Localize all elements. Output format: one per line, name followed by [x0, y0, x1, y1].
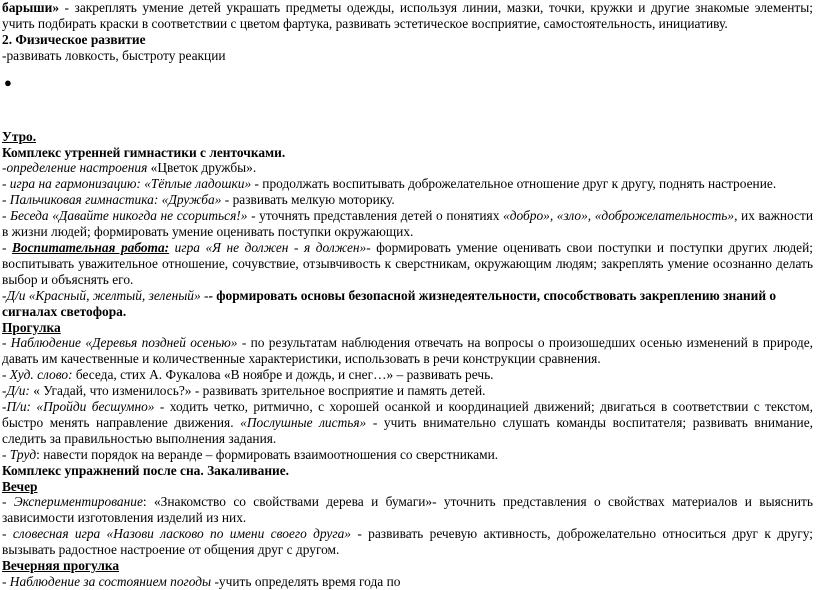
finger-line: - Пальчиковая гимнастика: «Дружба» - развивать мелкую моторику.	[2, 192, 395, 208]
work-line: - Труд: навести порядок на веранде – формировать взаимоотношения со сверстниками.	[2, 446, 499, 462]
apron-text: - закреплять умение детей украшать предметы одежды, используя линии, мазки, точки, кружки и другие знакомые элементы; учить подбирать краски в соответствии с цветом фартука, развивать эстетическое восприятие, самостоятельность, инициативу.	[2, 0, 813, 31]
bullet-icon: ●	[4, 74, 12, 90]
observation-paragraph: - Наблюдение «Деревья поздней осенью» - по результатам наблюдения отвечать на вопросы о произошедших осенью изменений в природе, давать им качественные и количественные характеристики, использовать в речи конструкции сравнения.	[2, 335, 813, 367]
word-game-paragraph: - словесная игра «Назови ласково по имени своего друга» - развивать речевую активность, доброжелательно относиться друг к другу; вызывать радостное настроение от общения друг с другом.	[2, 526, 814, 558]
physical-text: -развивать ловкость, быстроту реакции	[2, 47, 226, 63]
apron-title: барыши»	[2, 0, 60, 15]
heading-walk: Прогулка	[2, 319, 61, 335]
heading-evening: Вечер	[2, 478, 38, 494]
education-label: Воспитательная работа:	[11, 239, 170, 255]
talk-paragraph: - Беседа «Давайте никогда не ссориться!» - уточнять представления детей о понятиях «добро», «зло», «доброжелательность», их важности в жизни людей; формировать умение оценивать поступки окружающих.	[2, 208, 813, 240]
spacer	[2, 112, 813, 129]
did-game-line: -Д/и: « Угадай, что изменилось?» - развивать зрительное восприятие и память детей.	[2, 383, 486, 399]
heading-evening-walk: Вечерняя прогулка	[2, 558, 120, 574]
traffic-line: -Д/и «Красный, желтый, зеленый» -- формировать основы безопасной жизнедеятельности, способствовать закреплению знаний о сигналах светофора.	[2, 287, 777, 319]
weather-line: - Наблюдение за состоянием погоды -учить определять время года по	[2, 574, 401, 589]
paragraph-apron	[2, 0, 813, 32]
harmony-line: - игра на гармонизацию: «Тёплые ладошки» - продолжать воспитывать доброжелательное отношение друг к другу, поднять настроение.	[2, 176, 777, 192]
mood-line: -определение настроения «Цветок дружбы».	[2, 160, 257, 176]
morning-gymnastics: Комплекс утренней гимнастики с ленточками.	[2, 144, 286, 160]
experiment-paragraph: - Экспериментирование: «Знакомство со свойствами дерева и бумаги»- уточнить представления о свойствах материалов и выяснить зависимости изготовления изделий из них.	[2, 494, 813, 526]
after-sleep-line: Комплекс упражнений после сна. Закаливание.	[2, 462, 290, 478]
art-word-line: - Худ. слово: беседа, стих А. Фукалова «В ноябре и дождь, и снег…» – развивать речь.	[2, 367, 494, 383]
mobile-game-paragraph: -П/и: «Пройди бесшумно» - ходить четко, ритмично, с хорошей осанкой и координацией движений; двигаться в соответствии с текстом, быстро менять направление движения. «Послушные листья» - учить внимательно слушать команды воспитателя; развивать внимание, следить за правильностью выполнения задания.	[2, 399, 813, 446]
heading-morning: Утро.	[2, 128, 37, 144]
bullet-row	[2, 64, 813, 112]
education-paragraph: - Воспитательная работа: игра «Я не должен - я должен»- формировать умение оценивать свои поступки и поступки других людей; воспитывать уважительное отношение, сочувствие, отзывчивость к сверстникам, окружающим людям; закреплять умение осознанно делать выбор и объяснять его.	[2, 239, 813, 287]
heading-physical: 2. Физическое развитие	[2, 31, 146, 47]
